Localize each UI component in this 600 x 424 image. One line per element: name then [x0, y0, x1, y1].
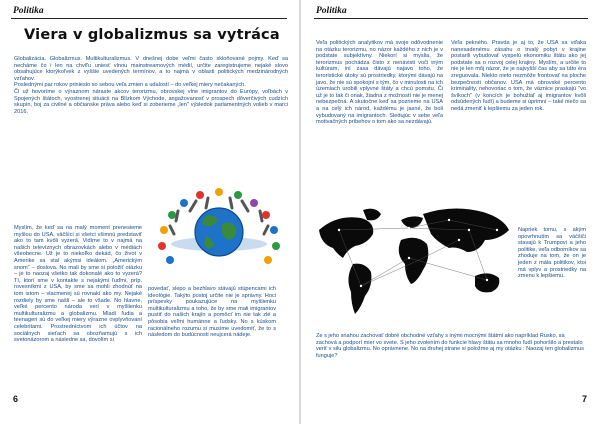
person-icon: [262, 211, 270, 219]
intro-paragraph: Či už hovoríme o výraznom náraste akcov terorizmu, obrovskej vlne imigrantov do Európy, voľbách v Spojených štátoch, vyostrenej situácii na Blízkom Východe, angažovanosť v prospech dôverčivých cudzích skupín, boj za civilné a občianske práva alebo keď si zoberieme „len" výsledok parlamentných volieb v marci 2016.: [14, 88, 288, 115]
person-icon: [180, 199, 188, 207]
intro-paragraph: Globalizácia. Globalizmus. Multikulturalizmus. V dnešnej dobe veľmi často skloňované pojmy. Keď sa necháme čo i len na chvíľu uniesť vlnou mainstreamových médií, určite zaregistrujeme nejaké slovo obsahujúce ktorýkoľvek z vyššie uvedených termínov, a to najmä v oblasti politických medzinárodných vzťahov.: [14, 56, 288, 82]
right-page: [301, 0, 600, 424]
section-label: Politika: [13, 6, 44, 16]
person-icon: [196, 191, 204, 199]
header-rule: [11, 18, 287, 19]
continent-africa: [399, 238, 429, 284]
person-icon: [250, 199, 258, 207]
column-2-text: povedať, slepo a bezhlavo stávajú stúpencami ich ideológie. Takýto postoj určite nie je správny. Hoci príspevky poukazujúce na myšlienku multikulturalizmu a toho, že by sme mali imigrantov pustiť do našich krajín a pomôcť im nie tak zlé a pôsobia veľmi humánne a ľudsky. No s kúskom racionálneho rozumu si musíme uvedomiť, že to s následom do budúcnosti neujcerá nádeje.: [148, 286, 276, 339]
left-page: [0, 0, 299, 424]
continent-australia: [475, 273, 499, 292]
column-2-text: Veľa pekného. Pravda je aj to, že USA sa vďaka nanesadenému zásahu o trvalý pobyt v krajine postarili vybudovať vyspelú ekonomiku štátu ako jej podstate sa o rozvoj celej krajiny. Myslím, a určite to nie je len môj názor, že je najvyšší čas aby sa táto éra zreguovala. Niekto nieto nezmôže frontovať na ploche bezpečnosti občanov. USA má obrovské percento kriminality, nehovoriac o tom, že väznice praskajú "vo švíkoch" (v koncích je bohužiaľ aj imigrantov kvôli odsúdených ľudí) a budeme si úprimní – také niečo sa nedá zmeniť k lepšiemu za jeden rok.: [451, 40, 586, 112]
person-icon: [272, 242, 280, 250]
person-icon: [215, 188, 223, 196]
person-icon: [270, 226, 278, 234]
person-icon: [264, 256, 272, 264]
column-1-text: Myslím, že keď sa na malý moment prenesieme myšlou do USA, väčšíci si všetci všimnú predstaviť ako to tam kvôli vyzerá. Vidíme to v najmä na našich televíznych obrazovkách alebo v médiách všeobecne. Už je to niekoľko dekád, čo život v Amerike sa stal akýmsi ideálom. „Americkým snom" – doslova. No mali by sme si položiť otázku – je to naozaj všetko tak dokonalé ako to vyzerá? Tí, ktorí sme v kontakte s nejakými ľuďmi, príp. rovesníkmi z USA, by sme sa mohli zhodnúť na tom istom – vlacmenej sú rovnakí ako my. Nejaké rozdiely by sme našli – ale to všade. No hlavne, veľké percento národa verí v myšlienku multikulturalizmu a globalizmu. Mladí ľudia a teenageri sú do veľkej miery výrazne ovplyvňovaní celebritami. Prostredníctvom ich účtov na sociálnych sieťach sa obozňamujú s ich svetonázorom a následne sa, dovolím si: [14, 225, 142, 344]
column-3-text: Napriek tomu, s akým opovrhnutím sa väčšiči stavajú k Trumpovi a jeho politike, veľa odborníkov sa zhoduje na tom, že on je jeden z mála politikov, ktoi má vplyv a prostriedky na zmenu k lepšiemu.: [518, 227, 586, 280]
continent-north-america: [319, 217, 373, 258]
intro-text: [14, 56, 288, 115]
bottom-text: Ze s jeho snahou zachovať dobré obchodné vzťahy s inými mocnými štátmi ako napríklad Rusko, sa zachová a podporí mier vo svete. S jeho zvolením do funkcie hlavy štátu sa mnoho ľudí pohoršilo a prestalo veriť v silu globalizmu. No oprávnene. No na druhej strane si položme aj my otázku : Naozaj ten globalizmus funguje?: [316, 333, 584, 359]
article-title: Viera v globalizmus sa vytráca: [24, 27, 280, 43]
person-icon: [158, 242, 166, 250]
continent-greenland: [363, 209, 381, 221]
continent-europe: [401, 216, 423, 228]
page-number: 6: [13, 394, 19, 404]
section-label: Politika: [316, 6, 347, 16]
person-icon: [166, 256, 174, 264]
page-number: 7: [581, 394, 587, 404]
intro-paragraph: Poslednými par rokov prinieslo so sebou veľa zmien a udalostí – do veľkej miery nečakaných.: [14, 82, 246, 89]
globe-people-illustration: [148, 176, 290, 278]
world-map-illustration: [309, 200, 519, 320]
person-icon: [234, 191, 242, 199]
header-rule: [314, 18, 588, 19]
person-icon: [160, 226, 168, 234]
person-icon: [168, 211, 176, 219]
continent-south-america: [348, 264, 371, 314]
column-1-text: Veľa politických analytikov má svoje odôvodnenie na otázku terorizmu, no názor každého z nich je v podstate subjektívny. Niekorí si myslia, že terorizmus pochádza čisto z nenávisti voči iným kultúram, iní zasa dávajú najavo toho, že teroristické útoky sú prostriedky, ktorými dávajú na javo, že nie sú spokojní s tým, čo v minulosti na ich územiach urobili vplyvné štáty a chcú pomstu. Či už je to tak či onak, žiadna z možností nie je menej nebezpečná. A skutočne keď sa pozrieme na USA a na celý ich národ, každému je jasné, že boli vybudovaný na imigrantoch. Sledujúc v sebe veľa motivačných príbehov o tom ako sa nezdávajú.: [316, 40, 443, 126]
